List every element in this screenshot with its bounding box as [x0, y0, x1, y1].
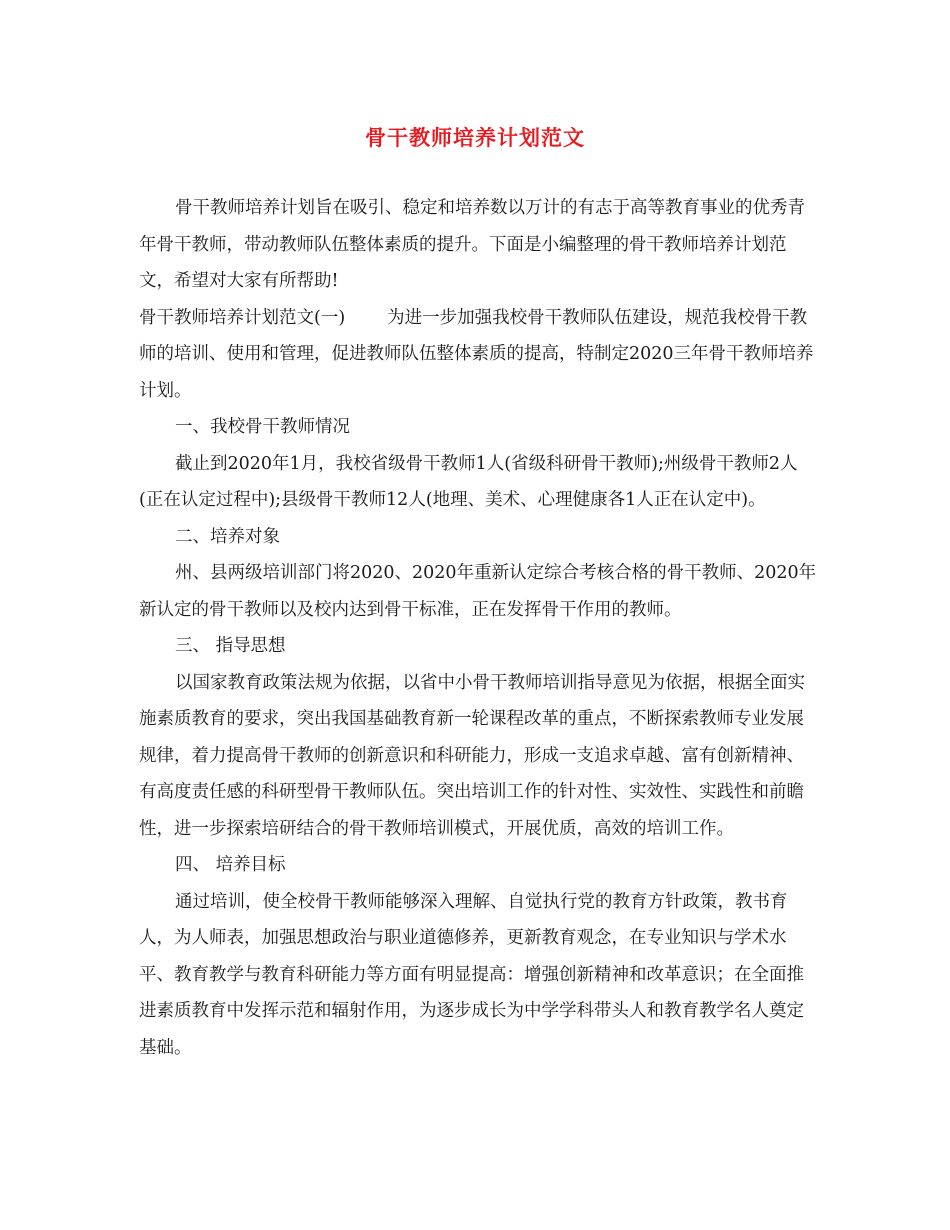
heading-training-goal: 四、 培养目标	[175, 855, 286, 875]
paragraph-teacher-status: 截止到2020年1月，我校省级骨干教师1人(省级科研骨干教师);州级骨干教师2人(正在认定过程中);县级骨干教师12人(地理、美术、心理健康各1人正在认定中)。	[139, 453, 798, 510]
section-one-paragraph	[139, 300, 819, 410]
heading-guiding-thought: 三、 指导思想	[175, 636, 286, 656]
paragraph-guiding-thought: 以国家教育政策法规为依据，以省中小骨干教师培训指导意见为依据，根据全面实施素质教育的要求，突出我国基础教育新一轮课程改革的重点，不断探索教师专业发展规律，着力提高骨干教师的创新意识和科研能力，形成一支追求卓越、富有创新精神、有高度责任感的科研型骨干教师队伍。突出培训工作的针对性、实效性、实践性和前瞻性，进一步探索培研结合的骨干教师培训模式，开展优质，高效的培训工作。	[139, 672, 805, 839]
paragraph-training-goal: 通过培训，使全校骨干教师能够深入理解、自觉执行党的教育方针政策，教书育人，为人师表，加强思想政治与职业道德修养，更新教育观念，在专业知识与学术水平、教育教学与教育科研能力等方面有明显提高：增强创新精神和改革意识；在全面推进素质教育中发挥示范和辐射作用，为逐步成长为中学学科带头人和教育教学名人奠定基础。	[139, 891, 804, 1058]
document-body	[139, 190, 819, 1066]
section-lead: 为进一步加强我校骨干教师队伍建设，规范我校骨干教师的培训、使用和管理，促进教师队伍整体素质的提高，特制定2020三年骨干教师培养计划。	[139, 307, 814, 401]
intro-paragraph: 骨干教师培养计划旨在吸引、稳定和培养数以万计的有志于高等教育事业的优秀青年骨干教师，带动教师队伍整体素质的提升。下面是小编整理的骨干教师培养计划范文，希望对大家有所帮助!	[139, 198, 805, 291]
heading-teacher-status: 一、我校骨干教师情况	[175, 417, 350, 437]
document-title: 骨干教师培养计划范文	[365, 125, 585, 150]
heading-training-target: 二、培养对象	[175, 526, 280, 547]
section-label: 骨干教师培养计划范文(一)	[139, 307, 346, 328]
paragraph-training-target: 州、县两级培训部门将2020、2020年重新认定综合考核合格的骨干教师、2020年新认定的骨干教师以及校内达到骨干标准，正在发挥骨干作用的教师。	[139, 563, 817, 620]
